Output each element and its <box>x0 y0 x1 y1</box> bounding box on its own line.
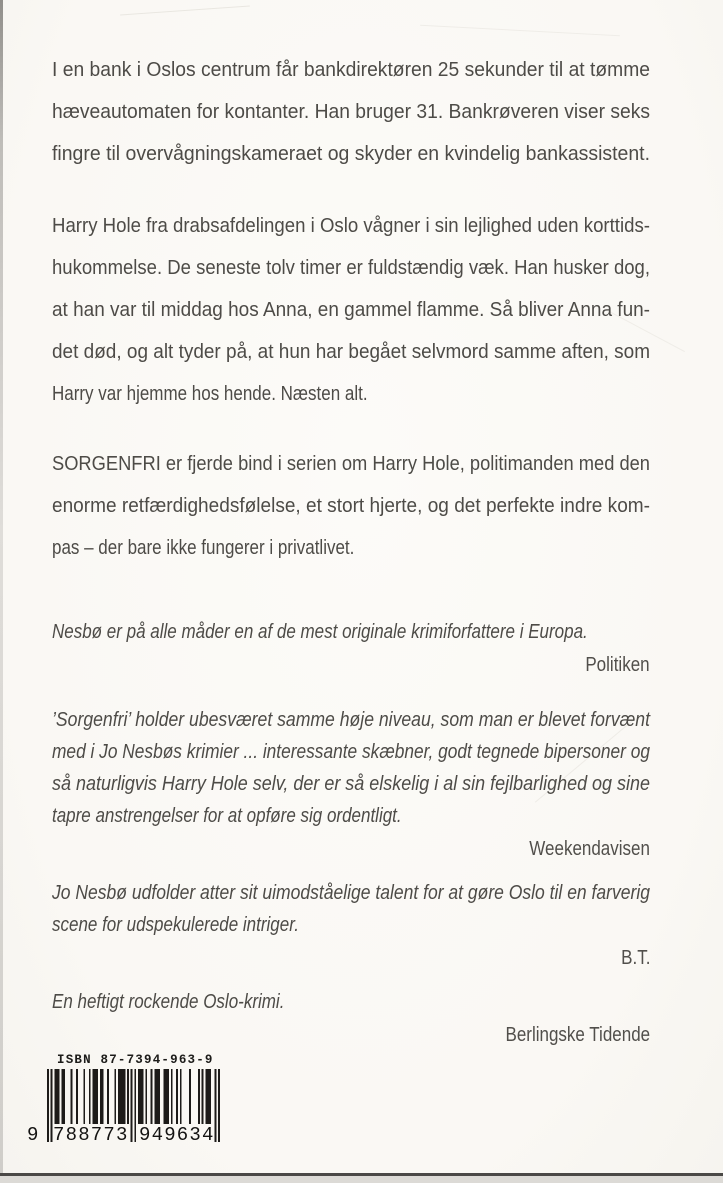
press-quote-berlingske <box>52 986 650 1050</box>
cover-text-content <box>27 0 651 1147</box>
isbn-label: ISBN 87-7394-963-9 <box>57 1053 214 1067</box>
ean-barcode <box>27 1069 247 1147</box>
quote-line: med i Jo Nesbøs krimier ... interessante skæbner, godt tegnede bipersoner og <box>52 741 650 763</box>
synopsis <box>52 49 650 569</box>
text-line: hukommelse. De seneste tolv timer er fuldstændig væk. Han husker dog, <box>52 257 651 279</box>
quote-line: En heftigt rockende Oslo-krimi. <box>52 991 285 1013</box>
press-quote-bt <box>52 877 650 973</box>
quote-source: B.T. <box>620 947 650 969</box>
quote-line: scene for udspekulerede intriger. <box>52 914 299 936</box>
quote-source: Politiken <box>585 654 650 676</box>
text-line: I en bank i Oslos centrum får bankdirektøren 25 sekunder til at tømme <box>52 59 650 81</box>
quote-line: tapre anstrengelser for at opføre sig ordentligt. <box>52 805 402 827</box>
press-quotes <box>52 616 650 1050</box>
barcode-digit-first: 9 <box>27 1124 40 1146</box>
barcode-digits-group2: 949634 <box>139 1124 215 1146</box>
text-line: SORGENFRI er fjerde bind i serien om Harry Hole, politimanden med den <box>52 453 650 475</box>
synopsis-paragraph-3 <box>52 443 650 569</box>
quote-line: Nesbø er på alle måder en af de mest originale krimiforfattere i Europa. <box>52 621 588 643</box>
text-line: det død, og alt tyder på, at hun har begået selvmord samme aften, som <box>52 341 651 363</box>
quote-line: Jo Nesbø udfolder atter sit uimodståelige talent for at gøre Oslo til en farverig <box>52 882 650 904</box>
quote-line: ’Sorgenfri’ holder ubesværet samme høje niveau, som man er blevet forvænt <box>52 709 650 731</box>
press-quote-politiken <box>52 616 650 680</box>
synopsis-paragraph-1 <box>52 49 650 175</box>
quote-line: så naturligvis Harry Hole selv, der er så elskelig i al sin fejlbarlighed og sine <box>52 773 651 795</box>
barcode-digits-group1: 788773 <box>53 1124 129 1146</box>
synopsis-paragraph-2 <box>52 205 650 415</box>
quote-source: Berlingske Tidende <box>505 1024 650 1046</box>
text-line: pas – der bare ikke fungerer i privatlivet. <box>52 537 355 559</box>
isbn-block <box>27 1052 650 1147</box>
text-line: enorme retfærdighedsfølelse, et stort hjerte, og det perfekte indre kom- <box>52 495 650 517</box>
scan-background-strip <box>0 1176 723 1183</box>
text-line: Harry var hjemme hos hende. Næsten alt. <box>52 383 368 405</box>
text-line: at han var til middag hos Anna, en gammel flamme. Så bliver Anna fun- <box>52 299 651 321</box>
text-line: hæveautomaten for kontanter. Han bruger 31. Bankrøveren viser seks <box>52 101 650 123</box>
page-left-edge <box>0 0 3 1176</box>
quote-source: Weekendavisen <box>529 838 650 860</box>
press-quote-weekendavisen <box>52 704 650 864</box>
text-line: Harry Hole fra drabsafdelingen i Oslo vågner i sin lejlighed uden korttids- <box>52 215 650 237</box>
text-line: fingre til overvågningskameraet og skyder en kvindelig bankassistent. <box>52 143 650 165</box>
